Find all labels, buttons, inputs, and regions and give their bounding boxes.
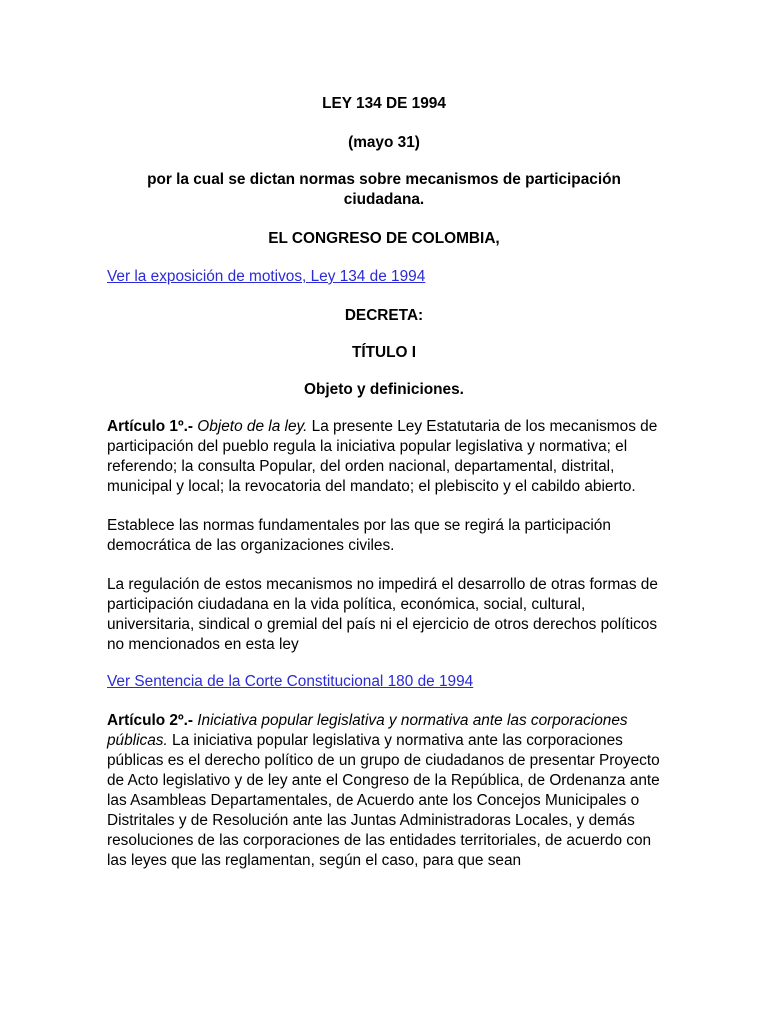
titulo-name: Objeto y definiciones. bbox=[304, 381, 464, 398]
article-1-label: Artículo 1º.- bbox=[107, 418, 198, 435]
article-1-paragraph-2: Establece las normas fundamentales por las que se regirá la participación democrática de las organizaciones civiles. bbox=[107, 517, 611, 554]
article-1-paragraph-1 bbox=[107, 417, 661, 497]
law-subject: por la cual se dictan normas sobre mecanismos de participación ciudadana. bbox=[147, 171, 621, 208]
article-1-title: Objeto de la ley. bbox=[197, 418, 308, 435]
article-1-text: La presente Ley Estatutaria de los mecanismos de participación del pueblo regula la iniciativa popular legislativa y normativa; el referendo; la consulta Popular, del orden nacional, departamental, distrital, municipal y local; la revocatoria del mandato; el plebiscito y el cabildo abierto. bbox=[107, 418, 658, 495]
article-2-label: Artículo 2º.- bbox=[107, 712, 198, 729]
law-title: LEY 134 DE 1994 bbox=[322, 95, 446, 112]
issuer: EL CONGRESO DE COLOMBIA, bbox=[268, 230, 500, 247]
titulo-heading: TÍTULO I bbox=[351, 344, 417, 361]
article-2-text: La iniciativa popular legislativa y normativa ante las corporaciones públicas es el derecho político de un grupo de ciudadanos de presentar Proyecto de Acto legislativo y de ley ante el Congreso de la República, de Ordenanza ante las Asambleas Departamentales, de Acuerdo ante los Concejos Municipales o Distritales y de Resolución ante las Juntas Administradoras Locales, y demás resoluciones de las corporaciones de las entidades territoriales, de acuerdo con las leyes que las reglamentan, según el caso, para que sean bbox=[107, 732, 660, 869]
exposicion-link[interactable]: Ver la exposición de motivos, Ley 134 de 1994 bbox=[107, 268, 426, 285]
decreta-heading: DECRETA: bbox=[344, 307, 424, 324]
article-1-paragraph-3: La regulación de estos mecanismos no impedirá el desarrollo de otras formas de participación ciudadana en la vida política, económica, social, cultural, universitaria, sindical o gremial del país ni el ejercicio de otros derechos políticos no mencionados en esta ley bbox=[107, 576, 658, 653]
article-2-paragraph-1 bbox=[107, 711, 661, 871]
article-2-title: Iniciativa popular legislativa y normativa ante las corporaciones públicas. bbox=[107, 712, 628, 749]
document-page bbox=[107, 94, 661, 871]
law-date: (mayo 31) bbox=[348, 134, 420, 151]
sentencia-link[interactable]: Ver Sentencia de la Corte Constitucional 180 de 1994 bbox=[107, 673, 474, 690]
